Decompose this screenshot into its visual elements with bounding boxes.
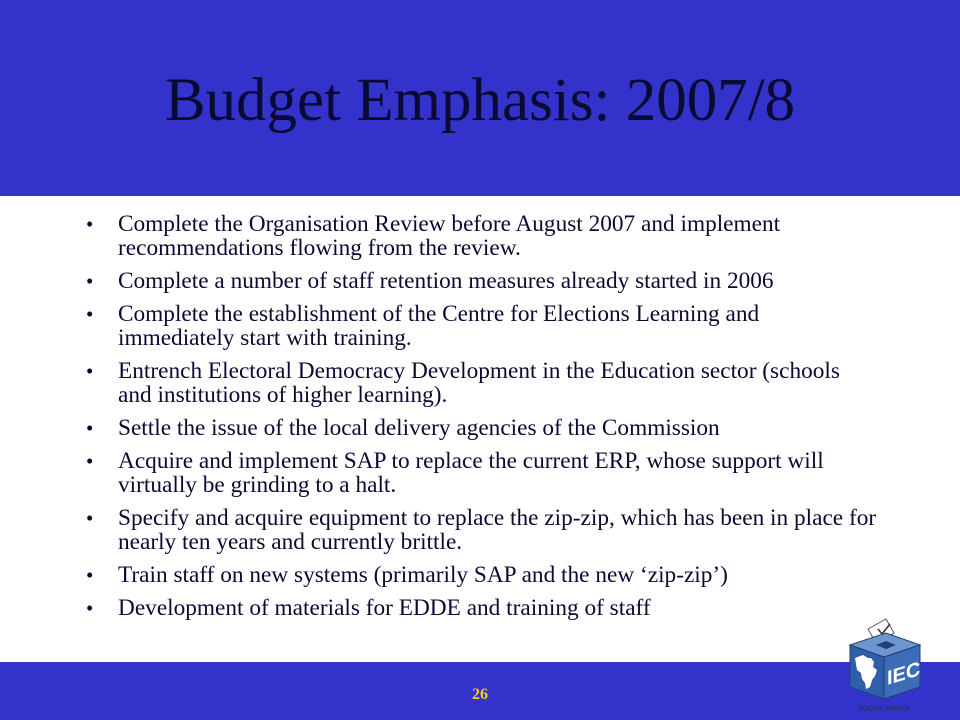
bullet-text: Train staff on new systems (primarily SAP and the new ‘zip-zip’) <box>118 562 728 588</box>
bullet-icon: • <box>86 416 94 440</box>
bullet-icon: • <box>86 359 94 383</box>
bullet-icon: • <box>86 449 94 473</box>
bullet-item <box>78 449 878 497</box>
bullet-item <box>78 302 878 350</box>
bullet-text: Settle the issue of the local delivery agencies of the Commission <box>118 415 720 441</box>
bullet-item <box>78 596 878 620</box>
bullet-list <box>78 212 878 620</box>
bullet-text: Acquire and implement SAP to replace the current ERP, whose support will virtually be grinding to a halt. <box>118 448 824 498</box>
bullet-icon: • <box>86 506 94 530</box>
bullet-icon: • <box>86 563 94 587</box>
bullet-icon: • <box>86 269 94 293</box>
bullet-icon: • <box>86 302 94 326</box>
bullet-item <box>78 359 878 407</box>
bullet-text: Specify and acquire equipment to replace the zip-zip, which has been in place for nearly ten years and currently brittle. <box>118 505 877 555</box>
page-number: 26 <box>472 686 488 703</box>
logo-text: IEC <box>887 657 921 690</box>
bullet-item <box>78 212 878 260</box>
slide-title: Budget Emphasis: 2007/8 <box>164 67 796 134</box>
bullet-item <box>78 416 878 440</box>
logo-subtext: SOUTH AFRICA <box>858 706 910 713</box>
bullet-icon: • <box>86 212 94 236</box>
bullet-item <box>78 563 878 587</box>
ballot-box-icon <box>838 615 930 715</box>
bullet-text: Complete the establishment of the Centre for Elections Learning and immediately start with training. <box>118 301 760 351</box>
bullet-text: Development of materials for EDDE and training of staff <box>118 595 651 621</box>
bullet-text: Complete the Organisation Review before August 2007 and implement recommendations flowing from the review. <box>118 211 781 261</box>
bullet-item <box>78 269 878 293</box>
slide-content <box>78 212 878 629</box>
bullet-text: Complete a number of staff retention measures already started in 2006 <box>118 268 774 294</box>
bullet-item <box>78 506 878 554</box>
bullet-icon: • <box>86 596 94 620</box>
iec-logo <box>838 615 930 715</box>
bullet-text: Entrench Electoral Democracy Development in the Education sector (schools and institutions of higher learning). <box>118 358 840 408</box>
